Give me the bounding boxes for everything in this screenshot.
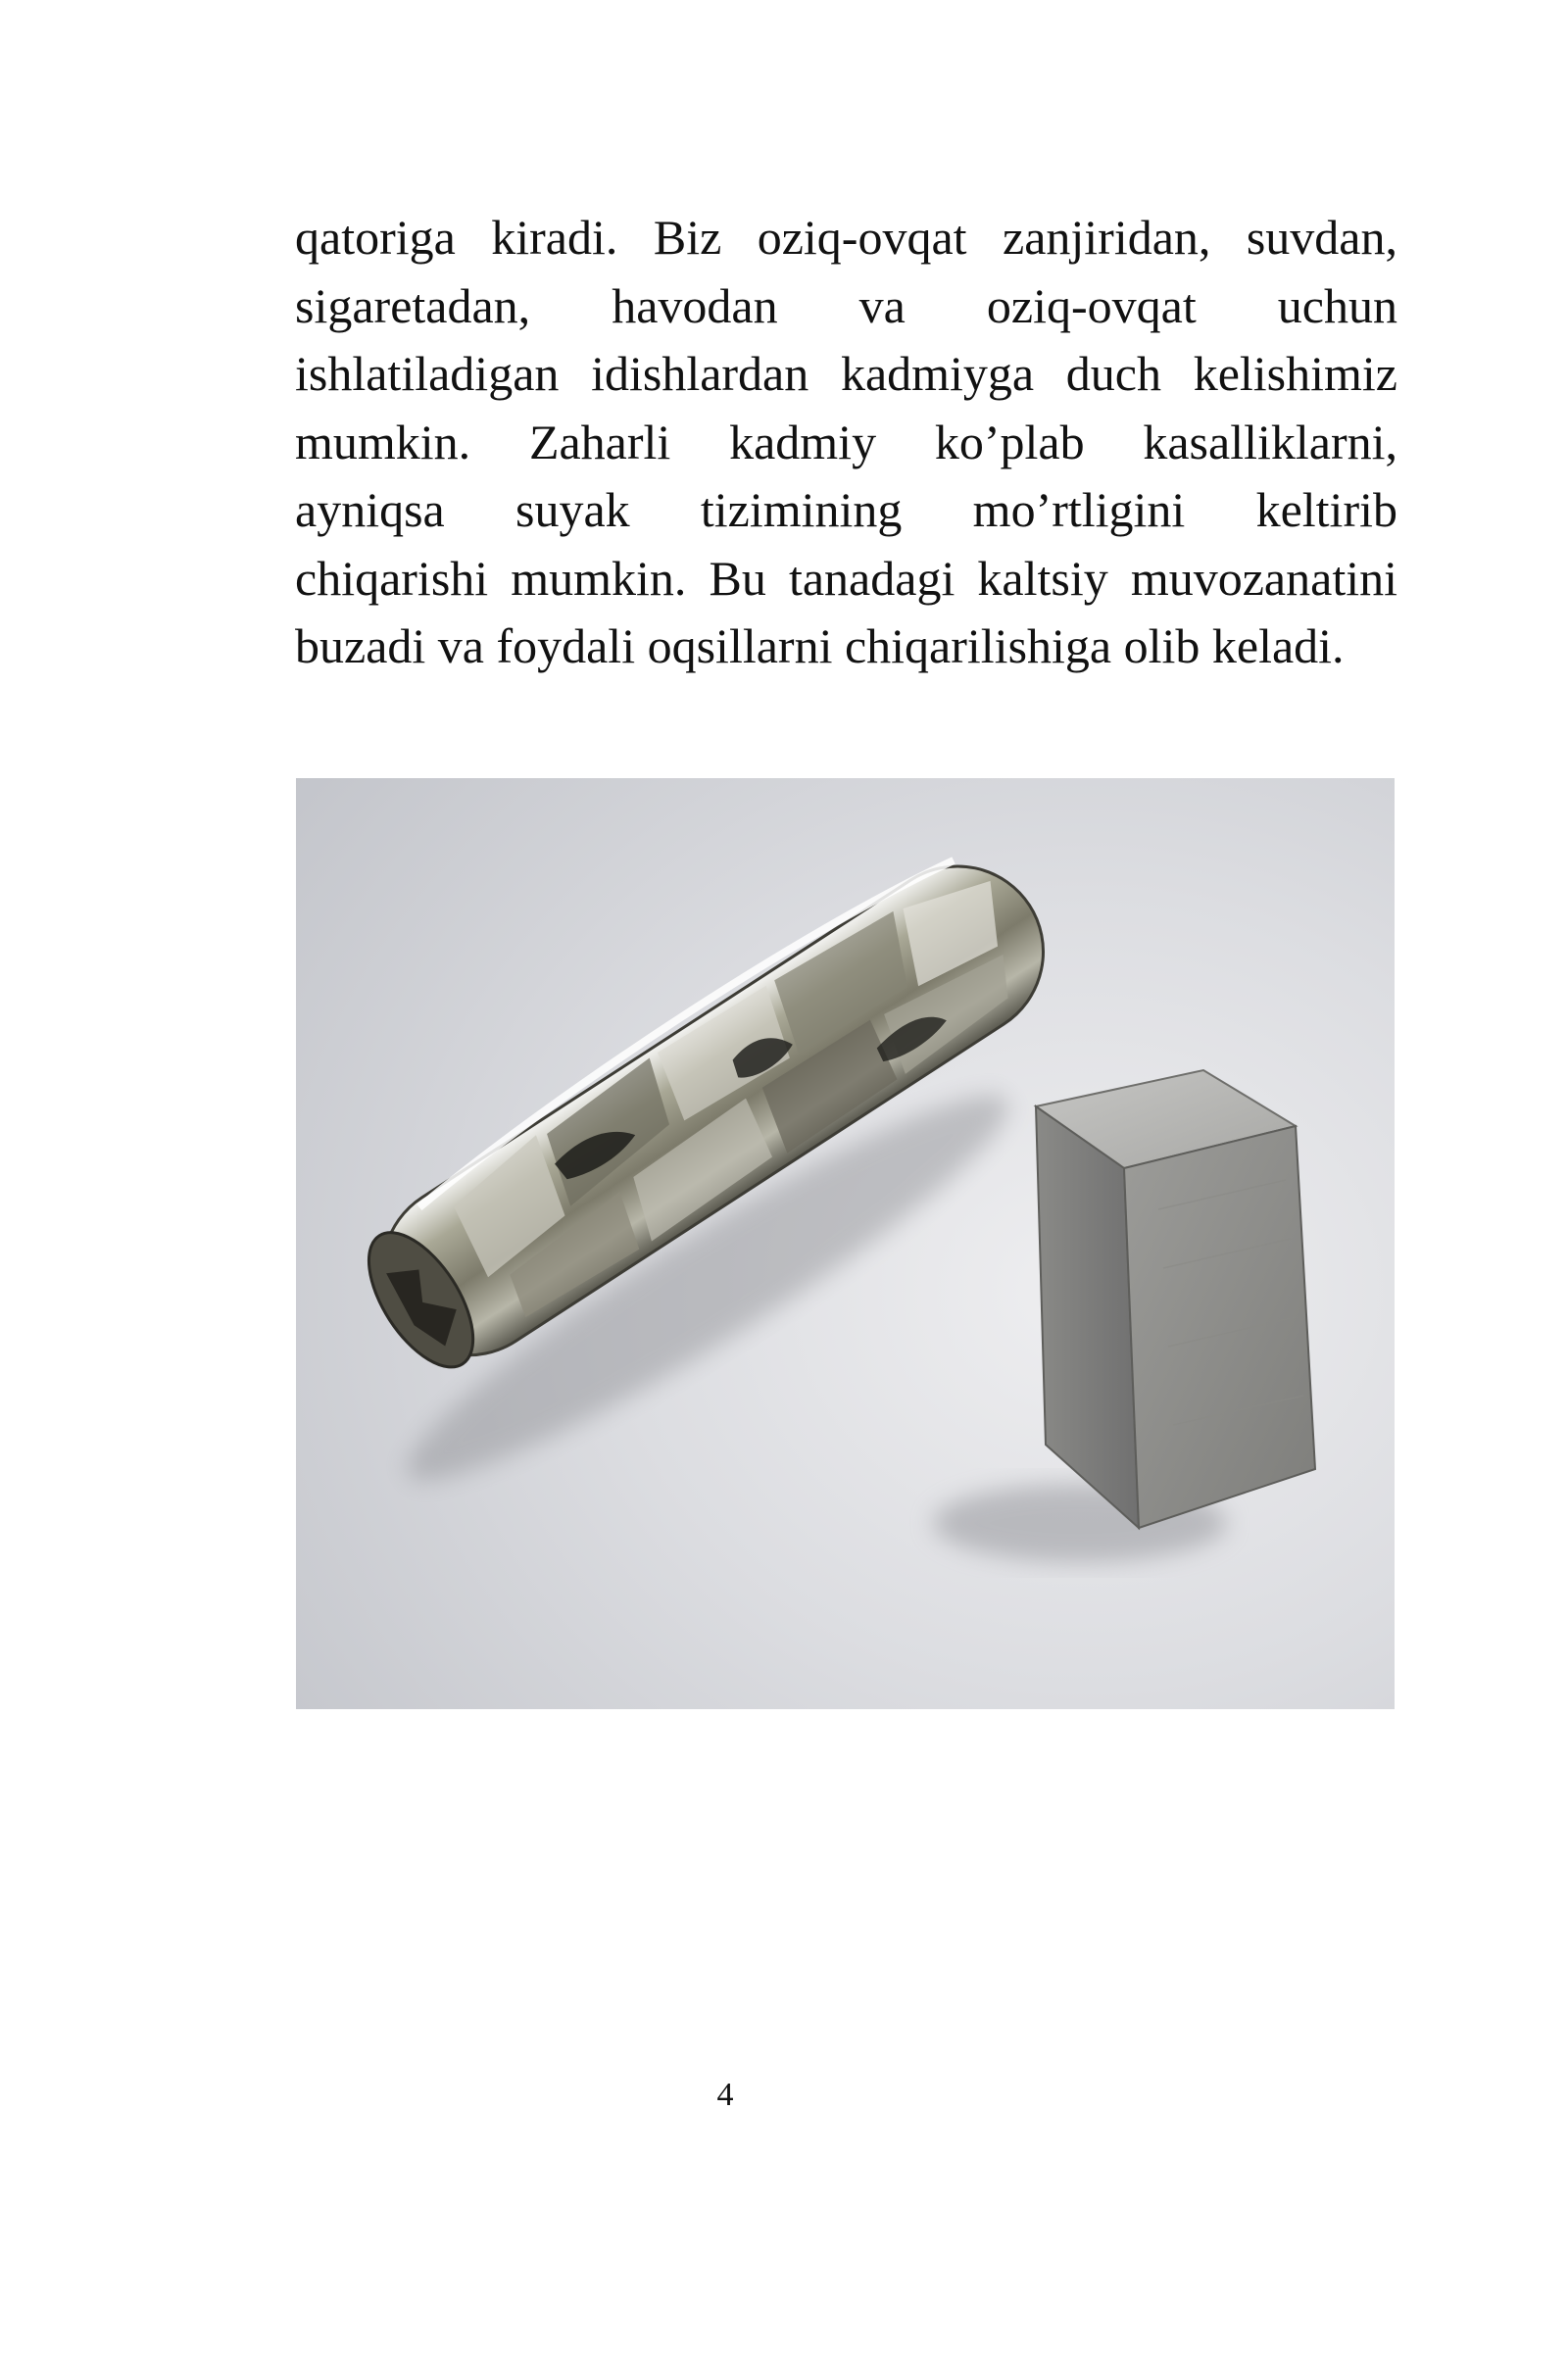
body-paragraph xyxy=(295,204,1397,681)
page-number: 4 xyxy=(716,2077,734,2113)
cadmium-photo-illustration xyxy=(296,778,1395,1709)
paragraph-line: mumkin. Zaharli kadmiy ko’plab kasalliklarni, xyxy=(295,414,1397,469)
paragraph-line: qatoriga kiradi. Biz oziq-ovqat zanjiridan, suvdan, xyxy=(295,210,1397,265)
paragraph-line: chiqarishi mumkin. Bu tanadagi kaltsiy muvozanatini xyxy=(295,550,1397,606)
paragraph-line-last: buzadi va foydali oqsillarni chiqarilishiga olib keladi. xyxy=(295,618,1345,673)
paragraph-line: ishlatiladigan idishlardan kadmiyga duch kelishimiz xyxy=(295,346,1397,401)
paragraph-line: sigaretadan, havodan va oziq-ovqat uchun xyxy=(295,277,1397,333)
paragraph-line: ayniqsa suyak tizimining mo’rtligini keltirib xyxy=(295,482,1397,537)
cadmium-cube xyxy=(1036,1070,1315,1528)
cadmium-metal-photo xyxy=(296,778,1395,1709)
